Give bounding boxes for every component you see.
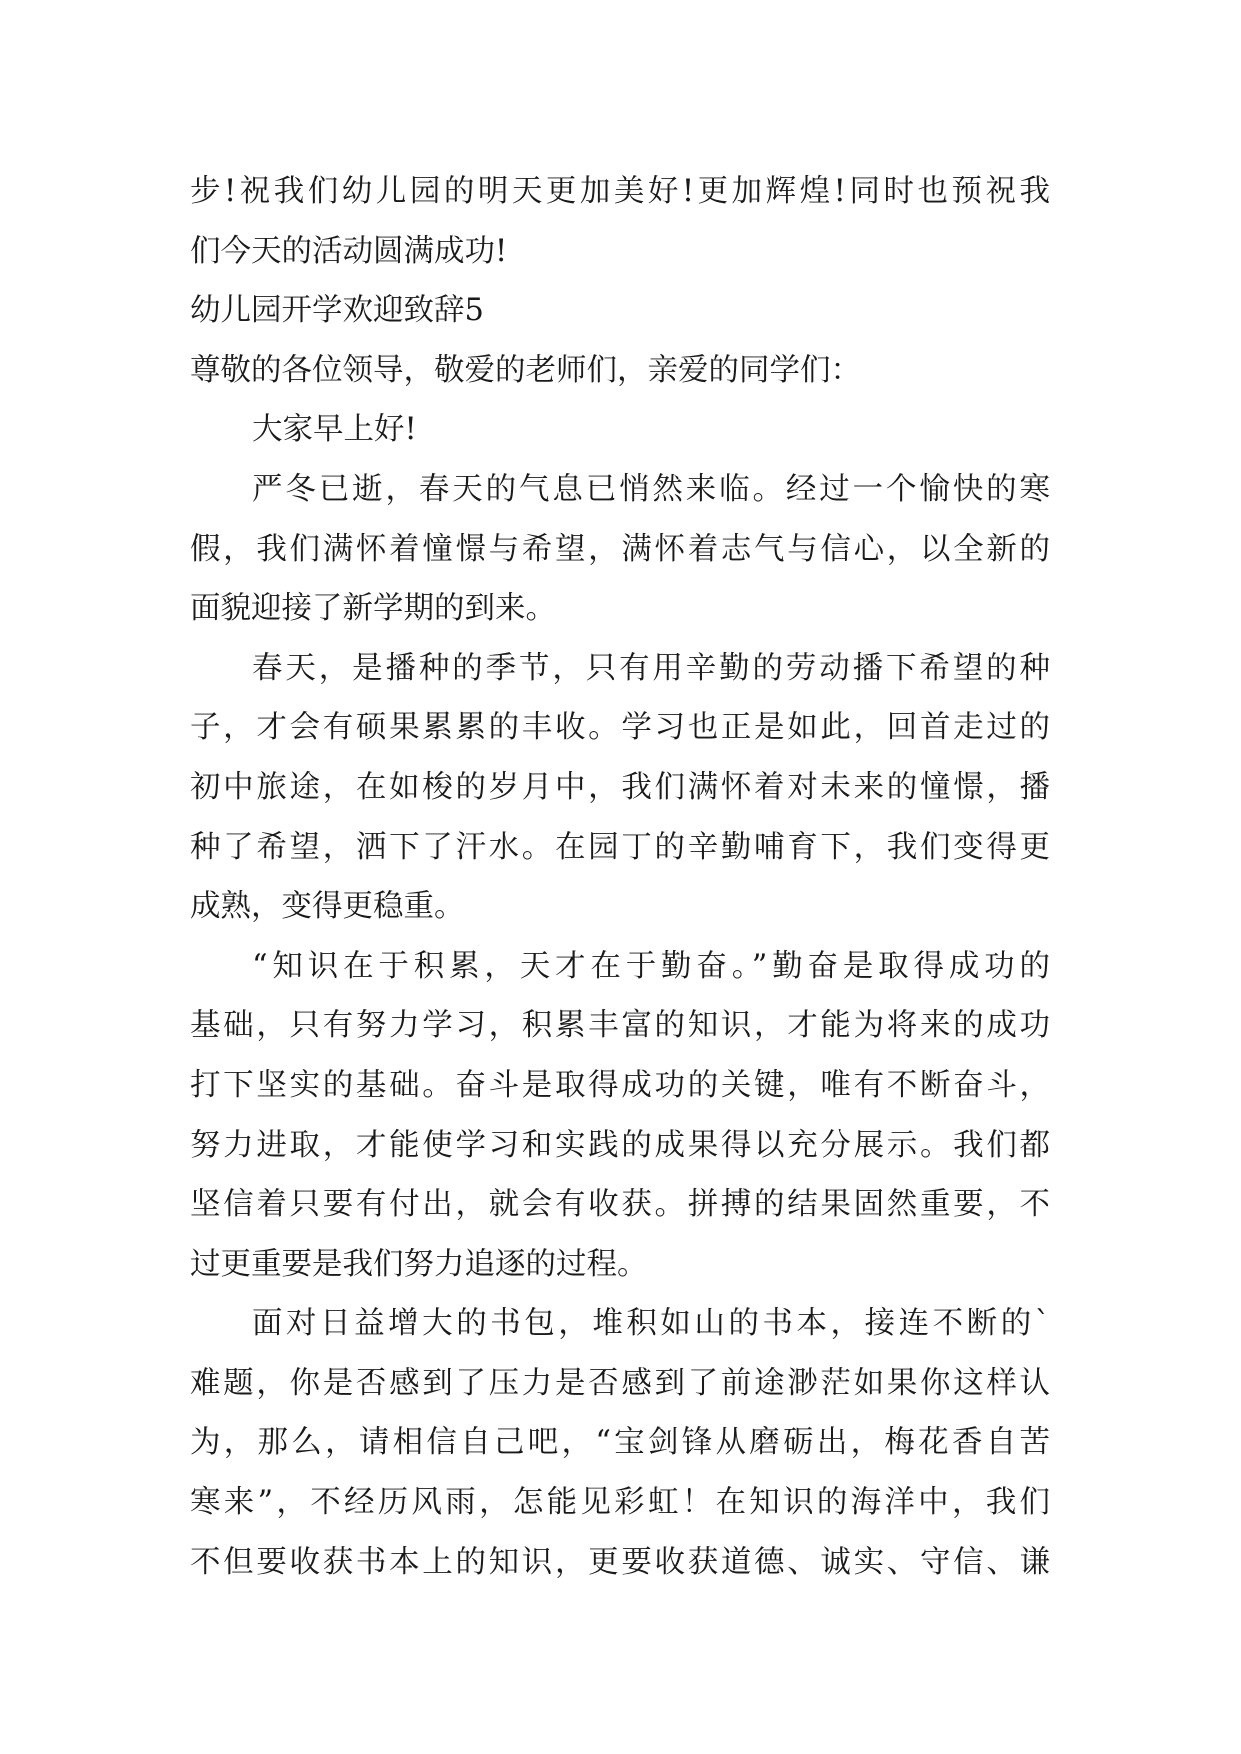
- text-line: 初中旅途，在如梭的岁月中，我们满怀着对未来的憧憬，播: [190, 769, 1050, 805]
- text-line: 坚信着只要有付出，就会有收获。拼搏的结果固然重要，不: [190, 1187, 1050, 1223]
- text-line: 寒来”，不经历风雨，怎能见彩虹！在知识的海洋中，我们: [190, 1485, 1050, 1521]
- text-line: 不但要收获书本上的知识，更要收获道德、诚实、守信、谦: [190, 1544, 1050, 1580]
- text-line: 严冬已逝，春天的气息已悄然来临。经过一个愉快的寒: [252, 471, 1050, 507]
- text-line: 子，才会有硕果累累的丰收。学习也正是如此，回首走过的: [190, 710, 1050, 746]
- greeting: 大家早上好!: [252, 412, 417, 448]
- text-line: 假，我们满怀着憧憬与希望，满怀着志气与信心，以全新的: [190, 531, 1050, 567]
- section-heading: 幼儿园开学欢迎致辞5: [190, 293, 484, 329]
- document-body: [190, 162, 1050, 1592]
- text-line: 成熟，变得更稳重。: [190, 889, 465, 925]
- text-line: 难题，你是否感到了压力是否感到了前途渺茫如果你这样认: [190, 1365, 1050, 1401]
- text-line: 打下坚实的基础。奋斗是取得成功的关键，唯有不断奋斗，: [190, 1067, 1050, 1103]
- text-line: 面对日益增大的书包，堆积如山的书本，接连不断的`: [252, 1306, 1050, 1342]
- text-line: “知识在于积累，天才在于勤奋。”勤奋是取得成功的: [252, 948, 1050, 984]
- text-line: 步!祝我们幼儿园的明天更加美好!更加辉煌!同时也预祝我: [190, 174, 1050, 209]
- text-line: 努力进取，才能使学习和实践的成果得以充分展示。我们都: [190, 1127, 1050, 1163]
- salutation: 尊敬的各位领导，敬爱的老师们，亲爱的同学们：: [190, 352, 861, 388]
- text-line: 种了希望，洒下了汗水。在园丁的辛勤哺育下，我们变得更: [190, 829, 1050, 865]
- text-line: 过更重要是我们努力追逐的过程。: [190, 1246, 648, 1282]
- text-line: 基础，只有努力学习，积累丰富的知识，才能为将来的成功: [190, 1008, 1050, 1044]
- text-line: 为，那么，请相信自己吧，“宝剑锋从磨砺出，梅花香自苦: [190, 1425, 1050, 1461]
- text-line: 春天，是播种的季节，只有用辛勤的劳动播下希望的种: [252, 650, 1050, 686]
- text-line: 面貌迎接了新学期的到来。: [190, 591, 556, 627]
- text-line: 们今天的活动圆满成功!: [190, 233, 508, 269]
